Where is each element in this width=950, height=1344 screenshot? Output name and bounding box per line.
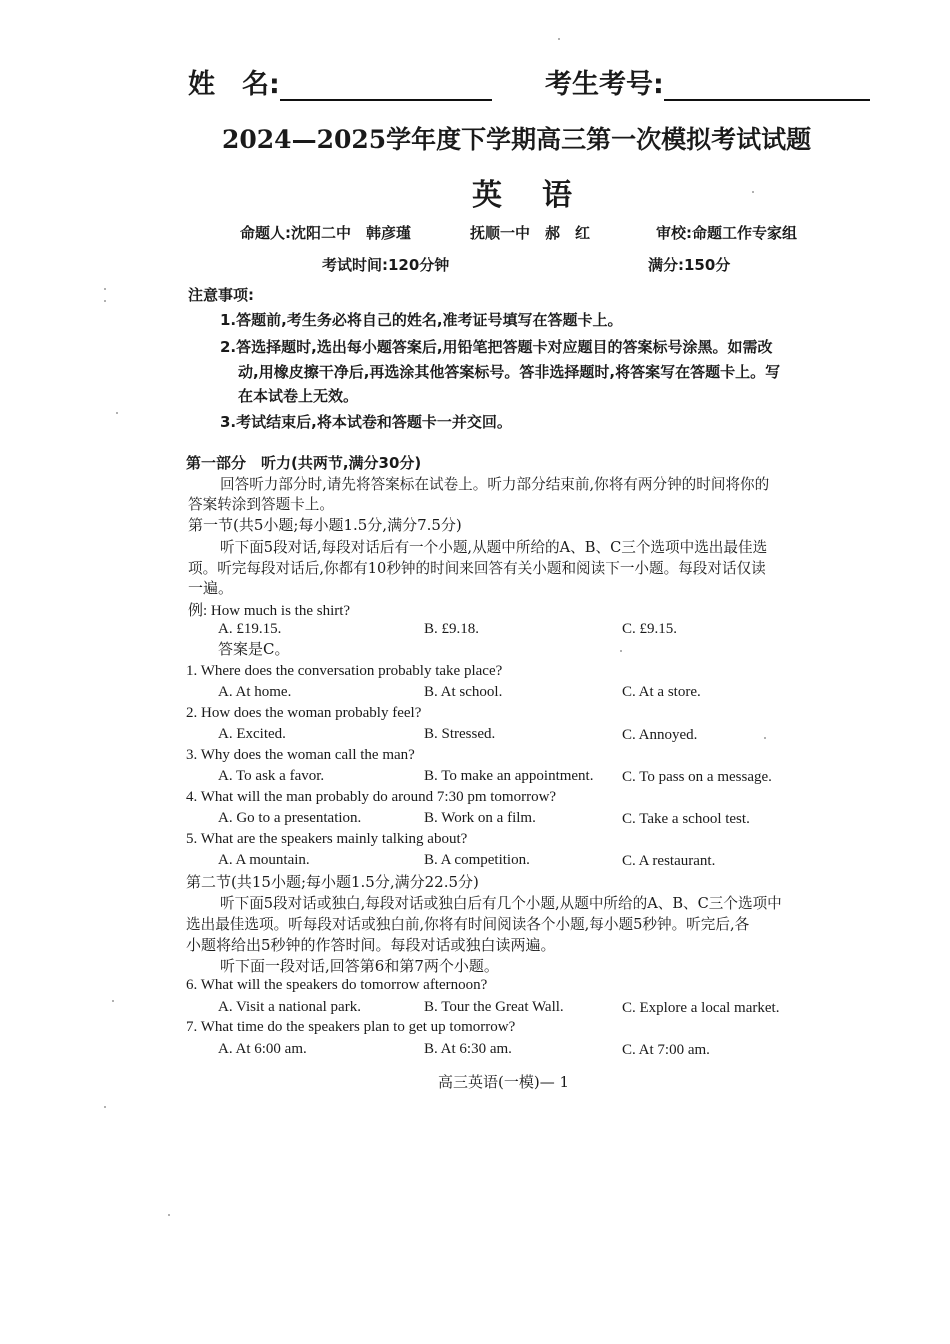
full-score: 满分:150分 — [648, 256, 731, 274]
scan-speck — [764, 737, 766, 739]
scan-speck — [104, 1106, 106, 1108]
question-text: 1. Where does the conversation probably take place? — [186, 663, 503, 679]
example-option-c: C. £9.15. — [622, 621, 678, 637]
section1-intro-line-3: 一遍。 — [188, 579, 234, 597]
option-b: B. Stressed. — [424, 726, 496, 742]
subject-title: 英语 — [472, 178, 612, 213]
id-label: 考生考号: — [545, 69, 664, 100]
option-b: B. Tour the Great Wall. — [424, 999, 564, 1015]
section2-intro-line-1: 听下面5段对话或独白,每段对话或独白后有几个小题,从题中所给的A、B、C三个选项中 — [220, 895, 782, 912]
setter-info: 命题人:沈阳二中 韩彦瑾 — [240, 224, 411, 242]
name-field — [188, 62, 492, 101]
option-b: B. Work on a film. — [424, 810, 536, 826]
option-c: C. Explore a local market. — [622, 1000, 780, 1016]
part1-heading: 第一部分 听力(共两节,满分30分) — [186, 454, 422, 472]
option-c: C. Annoyed. — [622, 727, 698, 743]
scan-speck — [558, 38, 560, 40]
page-footer: 高三英语(一模)— 1 — [438, 1073, 570, 1091]
section2-instruction: 听下面一段对话,回答第6和第7两个小题。 — [220, 957, 499, 975]
example-answer: 答案是C。 — [218, 640, 290, 658]
option-a: A. Excited. — [218, 726, 286, 742]
question-text: 7. What time do the speakers plan to get up tomorrow? — [186, 1019, 516, 1035]
option-a: A. A mountain. — [218, 852, 310, 868]
note-2-line-3: 在本试卷上无效。 — [238, 387, 359, 405]
notes-heading: 注意事项: — [188, 286, 254, 304]
part1-intro-line-2: 答案转涂到答题卡上。 — [188, 496, 334, 513]
section2-intro-line-2: 选出最佳选项。听每段对话或独白前,你将有时间阅读各个小题,每小题5秒钟。听完后,各 — [186, 916, 750, 933]
option-a: A. To ask a favor. — [218, 768, 325, 784]
question-text: 6. What will the speakers do tomorrow afternoon? — [186, 977, 488, 993]
option-a: A. Go to a presentation. — [218, 810, 362, 826]
exam-title: 2024—2025学年度下学期高三第一次模拟考试试题 — [222, 125, 812, 154]
option-c: C. At 7:00 am. — [622, 1042, 710, 1058]
section1-intro-line-2: 项。听完每段对话后,你都有10秒钟的时间来回答有关小题和阅读下一小题。每段对话仅读 — [188, 560, 766, 577]
option-c: C. Take a school test. — [622, 811, 750, 827]
option-a: A. Visit a national park. — [218, 999, 361, 1015]
review-info: 审校:命题工作专家组 — [656, 224, 797, 242]
id-field — [545, 62, 870, 101]
scan-speck — [104, 300, 106, 302]
scan-speck — [752, 191, 754, 193]
section2-heading: 第二节(共15小题;每小题1.5分,满分22.5分) — [186, 873, 479, 891]
option-c: C. A restaurant. — [622, 853, 716, 869]
option-a: A. At 6:00 am. — [218, 1041, 307, 1057]
section1-heading: 第一节(共5小题;每小题1.5分,满分7.5分) — [188, 516, 462, 534]
note-2-line-1: 2.答选择题时,选出每小题答案后,用铅笔把答题卡对应题目的答案标号涂黑。如需改 — [220, 338, 773, 356]
scan-speck — [168, 1214, 170, 1216]
example-option-b: B. £9.18. — [424, 621, 480, 637]
section1-intro-line-1: 听下面5段对话,每段对话后有一个小题,从题中所给的A、B、C三个选项中选出最佳选 — [220, 539, 768, 556]
note-1: 1.答题前,考生务必将自己的姓名,准考证号填写在答题卡上。 — [220, 311, 623, 329]
id-blank-line — [664, 73, 870, 101]
exam-time: 考试时间:120分钟 — [322, 256, 450, 274]
note-3: 3.考试结束后,将本试卷和答题卡一并交回。 — [220, 413, 512, 431]
part1-intro-line-1: 回答听力部分时,请先将答案标在试卷上。听力部分结束前,你将有两分钟的时间将你的 — [220, 476, 770, 493]
question-text: 3. Why does the woman call the man? — [186, 747, 415, 763]
option-c: C. To pass on a message. — [622, 769, 772, 785]
setter-school2: 抚顺一中 郝 红 — [470, 224, 591, 242]
example-question: 例: How much is the shirt? — [188, 603, 351, 619]
name-blank-line — [280, 73, 492, 101]
option-b: B. To make an appointment. — [424, 768, 594, 784]
question-text: 2. How does the woman probably feel? — [186, 705, 422, 721]
section2-intro-line-3: 小题将给出5秒钟的作答时间。每段对话或独白读两遍。 — [186, 936, 556, 954]
option-b: B. At school. — [424, 684, 503, 700]
note-2-line-2: 动,用橡皮擦干净后,再选涂其他答案标号。答非选择题时,将答案写在答题卡上。写 — [238, 363, 781, 381]
example-option-a: A. £19.15. — [218, 621, 282, 637]
scan-speck — [620, 650, 622, 652]
option-a: A. At home. — [218, 684, 292, 700]
question-text: 4. What will the man probably do around 7:30 pm tomorrow? — [186, 789, 557, 805]
question-text: 5. What are the speakers mainly talking about? — [186, 831, 468, 847]
option-b: B. At 6:30 am. — [424, 1041, 512, 1057]
scan-speck — [112, 1000, 114, 1002]
option-c: C. At a store. — [622, 684, 701, 700]
scan-speck — [104, 288, 106, 290]
scan-speck — [116, 412, 118, 414]
name-label: 姓 名: — [188, 69, 280, 100]
option-b: B. A competition. — [424, 852, 530, 868]
